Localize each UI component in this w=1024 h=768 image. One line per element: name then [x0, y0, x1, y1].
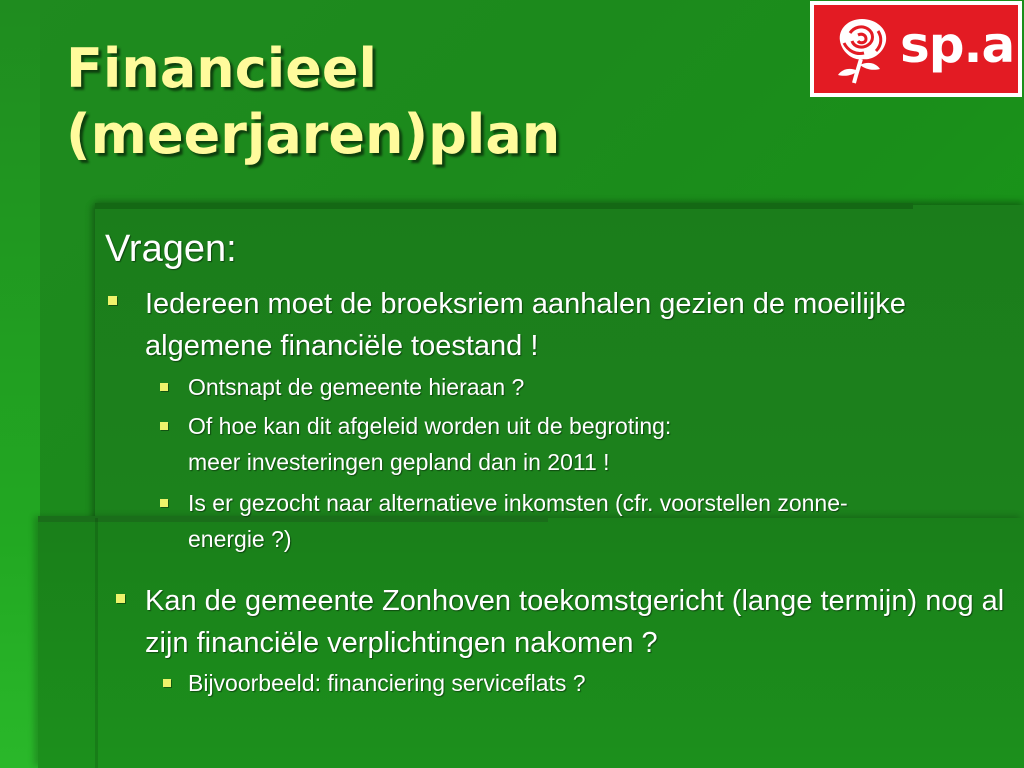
- logo-text: sp.a: [900, 16, 1015, 74]
- sub-bullet-item-1: Ontsnapt de gemeente hieraan ?: [188, 374, 525, 400]
- section-heading: Vragen:: [105, 228, 237, 270]
- bullet-marker: [116, 594, 125, 603]
- bullet-marker: [160, 422, 168, 430]
- sub-bullet-item-4: Bijvoorbeeld: financiering serviceflats ?: [188, 670, 586, 696]
- sub-bullet-item-2-line-2: meer investeringen gepland dan in 2011 !: [188, 449, 610, 475]
- bullet-marker: [163, 679, 171, 687]
- slide-title-line-1: Financieel: [66, 37, 378, 100]
- sub-bullet-item-2: [188, 408, 948, 480]
- bullet-item-2: Kan de gemeente Zonhoven toekomstgericht (lange termijn) nog al zijn financiële verplichtingen nakomen ?: [145, 585, 1005, 659]
- bullet-marker: [160, 499, 168, 507]
- bullet-marker: [160, 383, 168, 391]
- sub-bullet-item-3: Is er gezocht naar alternatieve inkomsten (cfr. voorstellen zonne-energie ?): [188, 490, 848, 552]
- sub-bullet-item-2-line-1: Of hoe kan dit afgeleid worden uit de begroting:: [188, 413, 672, 439]
- slide-title-line-2: (meerjaren)plan: [66, 103, 561, 166]
- bullet-item-1: Iedereen moet de broeksriem aanhalen gezien de moeilijke algemene financiële toestand !: [145, 288, 906, 362]
- bullet-marker: [108, 296, 117, 305]
